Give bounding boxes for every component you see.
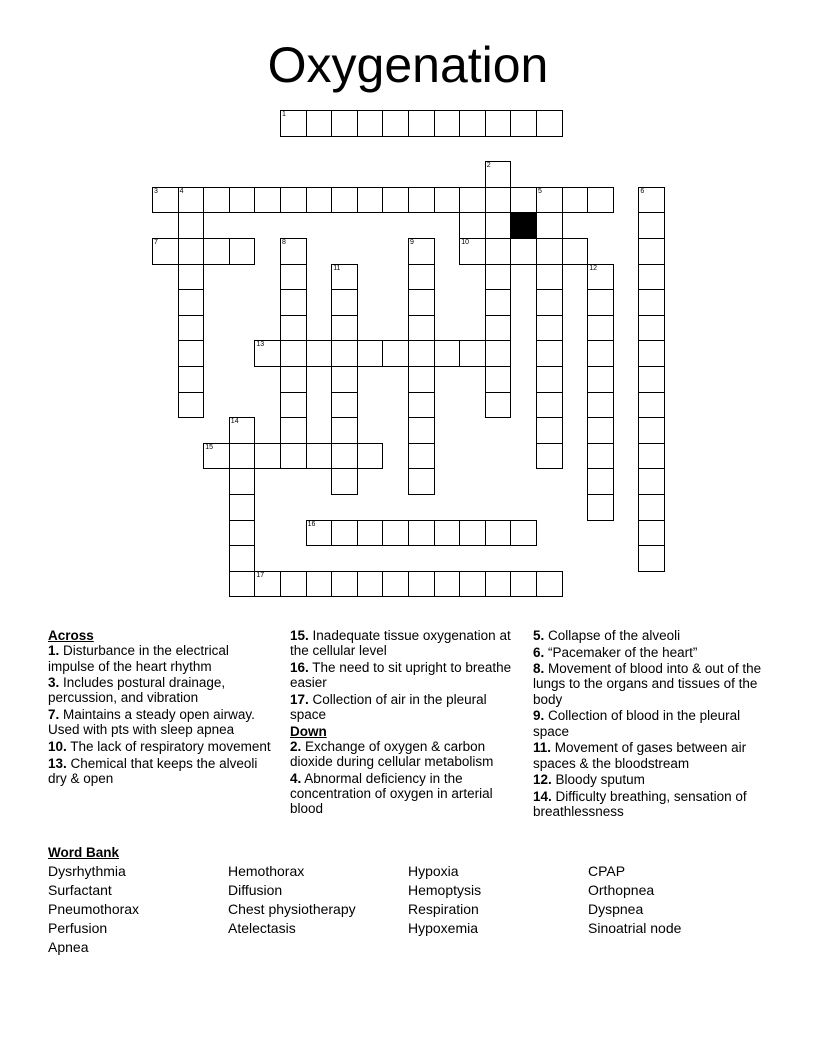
word-bank-column-2 [228,862,356,938]
clue-down-12: 12. Bloody sputum [533,772,645,788]
clue-across-10: 10. The lack of respiratory movement [48,738,271,754]
grid-cell[interactable] [408,468,435,495]
clue-number: 1 [282,111,286,118]
grid-cell[interactable] [485,289,512,316]
grid-cell[interactable] [331,187,358,214]
word-bank-item: Apnea [48,939,89,955]
clue-down-4: 4. Abnormal deficiency in the concentration of oxygen in arterial blood [290,770,493,817]
clue-number: 9 [410,239,414,246]
grid-cell[interactable] [510,520,537,547]
grid-cell[interactable] [587,417,614,444]
clue-number: 12 [589,264,597,272]
grid-cell[interactable] [485,340,512,367]
grid-cell[interactable] [280,443,307,470]
grid-cell[interactable] [331,520,358,547]
grid-cell[interactable] [485,110,512,137]
grid-cell[interactable] [408,289,435,316]
grid-cell[interactable] [254,340,281,367]
grid-cell[interactable] [178,187,205,214]
clue-number: 17 [256,571,265,579]
grid-cell[interactable] [280,110,307,137]
grid-cell[interactable] [408,340,435,367]
grid-cell[interactable] [485,187,512,214]
grid-cell[interactable] [408,315,435,342]
grid-cell[interactable] [485,238,512,265]
word-bank-item: Hypoxemia [408,920,479,936]
word-bank-item: Sinoatrial node [588,920,682,936]
grid-cell[interactable] [587,443,614,470]
grid-cell[interactable] [306,571,333,598]
clue-across-15: 15. Inadequate tissue oxygenation at the cellular level [290,628,511,659]
clue-number: 7 [154,239,158,246]
grid-cell[interactable] [459,110,486,137]
clue-across-7: 7. Maintains a steady open airway. Used with pts with sleep apnea [48,707,255,738]
grid-cell[interactable] [536,417,563,444]
grid-cell[interactable] [638,315,665,342]
clue-number: 10 [461,239,469,246]
clue-number: 11 [333,264,341,272]
grid-cell[interactable] [331,366,358,393]
grid-cell[interactable] [587,315,614,342]
word-bank-column-4 [588,862,681,938]
grid-cell[interactable] [587,468,614,495]
clue-down-11: 11. Movement of gases between air spaces & the bloodstream [533,740,747,771]
grid-cell[interactable] [280,289,307,316]
clue-across-3: 3. Includes postural drainage, percussion, and vibration [48,675,226,706]
grid-cell[interactable] [229,468,256,495]
grid-cell[interactable] [382,571,409,598]
grid-cell[interactable] [408,264,435,291]
grid-cell[interactable] [536,571,563,598]
grid-cell[interactable] [485,392,512,419]
grid-cell[interactable] [357,110,384,137]
grid-cell[interactable] [280,366,307,393]
grid-cell[interactable] [536,392,563,419]
grid-cell[interactable] [178,392,205,419]
grid-cell[interactable] [485,264,512,291]
grid-cell[interactable] [638,366,665,393]
grid-cell[interactable] [280,417,307,444]
grid-cell[interactable] [357,520,384,547]
grid-cell[interactable] [306,187,333,214]
grid-cell[interactable] [434,520,461,547]
grid-cell[interactable] [280,264,307,291]
clue-across-1: 1. Disturbance in the electrical impulse of the heart rhythm [48,643,229,674]
grid-cell[interactable] [510,110,537,137]
grid-cell[interactable] [562,187,589,214]
grid-cell[interactable] [459,187,486,214]
grid-cell[interactable] [587,366,614,393]
across-heading: Across [48,628,94,643]
grid-cell[interactable] [536,443,563,470]
grid-cell[interactable] [434,110,461,137]
grid-cell[interactable] [280,315,307,342]
grid-cell[interactable] [408,238,435,265]
grid-cell[interactable] [229,545,256,572]
grid-cell[interactable] [229,417,256,444]
grid-cell[interactable] [638,443,665,470]
grid-cell[interactable] [536,110,563,137]
grid-cell[interactable] [587,494,614,521]
grid-cell[interactable] [459,571,486,598]
grid-cell[interactable] [510,238,537,265]
word-bank-item: Orthopnea [588,882,655,898]
grid-cell[interactable] [485,520,512,547]
grid-cell[interactable] [331,417,358,444]
grid-cell[interactable] [485,161,512,188]
grid-cell[interactable] [587,340,614,367]
word-bank-column-3 [408,862,481,938]
grid-cell[interactable] [408,443,435,470]
grid-cell[interactable] [254,187,281,214]
grid-cell[interactable] [203,443,230,470]
grid-cell[interactable] [434,187,461,214]
grid-cell[interactable] [229,571,256,598]
grid-cell[interactable] [178,264,205,291]
grid-cell[interactable] [357,340,384,367]
down-heading: Down [290,723,327,739]
grid-cell[interactable] [331,340,358,367]
grid-cell[interactable] [536,264,563,291]
clue-number: 6 [640,187,645,195]
grid-cell[interactable] [229,520,256,547]
grid-cell[interactable] [562,238,589,265]
clue-down-8: 8. Movement of blood into & out of the lungs to the organs and tissues of the body [533,661,762,707]
clue-number: 13 [256,341,265,349]
grid-cell[interactable] [536,340,563,367]
grid-cell [510,212,537,239]
grid-cell[interactable] [536,366,563,393]
grid-cell[interactable] [357,187,384,214]
clue-number: 2 [486,162,491,170]
clues-column-3 [533,628,763,821]
grid-cell[interactable] [178,366,205,393]
grid-cell[interactable] [357,571,384,598]
grid-cell[interactable] [638,187,665,214]
grid-cell[interactable] [587,392,614,419]
grid-cell[interactable] [510,187,537,214]
grid-cell[interactable] [587,187,614,214]
word-bank-item: Respiration [408,901,479,917]
grid-cell[interactable] [178,315,205,342]
grid-cell[interactable] [485,315,512,342]
clue-across-13: 13. Chemical that keeps the alveoli dry & open [48,755,258,786]
grid-cell[interactable] [408,571,435,598]
word-bank-item: Diffusion [228,882,283,898]
word-bank-item: Chest physiotherapy [228,901,356,917]
grid-cell[interactable] [152,238,179,265]
grid-cell[interactable] [638,545,665,572]
grid-cell[interactable] [638,494,665,521]
grid-cell[interactable] [408,366,435,393]
grid-cell[interactable] [280,340,307,367]
grid-cell[interactable] [536,238,563,265]
grid-cell[interactable] [382,110,409,137]
grid-cell[interactable] [459,238,486,265]
grid-cell[interactable] [485,366,512,393]
grid-cell[interactable] [229,187,256,214]
grid-cell[interactable] [638,212,665,239]
word-bank-item: Dysrhythmia [48,863,126,879]
word-bank-item: Hemoptysis [408,882,482,898]
grid-cell[interactable] [536,212,563,239]
grid-cell[interactable] [459,520,486,547]
grid-cell[interactable] [408,187,435,214]
grid-cell[interactable] [280,571,307,598]
word-bank-item: Perfusion [48,920,108,936]
grid-cell[interactable] [382,520,409,547]
grid-cell[interactable] [229,443,256,470]
grid-cell[interactable] [382,340,409,367]
grid-cell[interactable] [280,238,307,265]
grid-cell[interactable] [280,392,307,419]
grid-cell[interactable] [638,392,665,419]
grid-cell[interactable] [536,289,563,316]
grid-cell[interactable] [229,238,256,265]
page-title: Oxygenation [267,37,549,93]
clue-number: 16 [307,520,316,528]
grid-cell[interactable] [382,187,409,214]
grid-cell[interactable] [178,212,205,239]
grid-cell[interactable] [331,315,358,342]
grid-cell[interactable] [408,392,435,419]
grid-cell[interactable] [331,264,358,291]
grid-cell[interactable] [587,264,614,291]
grid-cell[interactable] [331,571,358,598]
grid-cell[interactable] [434,571,461,598]
word-bank-heading: Word Bank [48,845,120,860]
word-bank-item: Hemothorax [228,863,305,879]
grid-cell[interactable] [638,289,665,316]
grid-cell[interactable] [254,571,281,598]
grid-cell[interactable] [306,443,333,470]
grid-cell[interactable] [229,494,256,521]
grid-cell[interactable] [331,443,358,470]
grid-cell[interactable] [254,443,281,470]
grid-cell[interactable] [408,110,435,137]
grid-cell[interactable] [510,571,537,598]
grid-cell[interactable] [459,212,486,239]
grid-cell[interactable] [459,340,486,367]
clue-down-2: 2. Exchange of oxygen & carbon dioxide during cellular metabolism [290,738,494,770]
clue-number: 5 [538,187,542,195]
grid-cell[interactable] [638,238,665,265]
clue-number: 4 [179,187,184,195]
grid-cell[interactable] [638,468,665,495]
grid-cell[interactable] [434,340,461,367]
clue-number: 14 [230,418,239,426]
clues-column-1 [48,628,278,787]
grid-cell[interactable] [178,238,205,265]
grid-cell[interactable] [357,443,384,470]
grid-cell[interactable] [203,187,230,214]
clue-down-9: 9. Collection of blood in the pleural space [533,708,741,739]
grid-cell[interactable] [638,417,665,444]
grid-cell[interactable] [331,289,358,316]
grid-cell[interactable] [306,110,333,137]
grid-cell[interactable] [587,289,614,316]
grid-cell[interactable] [485,212,512,239]
word-bank-item: Hypoxia [408,863,459,879]
grid-cell[interactable] [485,571,512,598]
clue-down-6: 6. “Pacemaker of the heart” [533,644,698,660]
grid-cell[interactable] [331,392,358,419]
grid-cell[interactable] [638,340,665,367]
word-bank-column-1 [48,862,139,957]
word-bank-item: Pneumothorax [48,901,140,917]
grid-cell[interactable] [306,340,333,367]
clue-number: 8 [282,239,286,246]
grid-cell[interactable] [638,264,665,291]
grid-cell[interactable] [306,520,333,547]
clue-down-5: 5. Collapse of the alveoli [533,628,681,643]
grid-cell[interactable] [152,187,179,214]
grid-cell[interactable] [408,520,435,547]
clues-column-2 [290,628,518,818]
grid-cell[interactable] [331,110,358,137]
grid-cell[interactable] [178,289,205,316]
clue-across-17: 17. Collection of air in the pleural space [290,691,487,723]
grid-cell[interactable] [280,187,307,214]
grid-cell[interactable] [536,187,563,214]
word-bank-item: CPAP [588,863,626,879]
word-bank-item: Atelectasis [228,920,296,936]
grid-cell[interactable] [536,315,563,342]
word-bank-item: Surfactant [48,882,112,898]
grid-cell[interactable] [203,238,230,265]
clue-number: 3 [154,187,158,195]
grid-cell[interactable] [638,520,665,547]
word-bank-item: Dyspnea [588,901,644,917]
grid-cell[interactable] [331,468,358,495]
grid-cell[interactable] [408,417,435,444]
clue-down-14: 14. Difficulty breathing, sensation of breathlessness [533,788,747,820]
grid-cell[interactable] [178,340,205,367]
clue-across-16: 16. The need to sit upright to breathe easier [290,659,512,691]
clue-number: 15 [205,443,213,451]
